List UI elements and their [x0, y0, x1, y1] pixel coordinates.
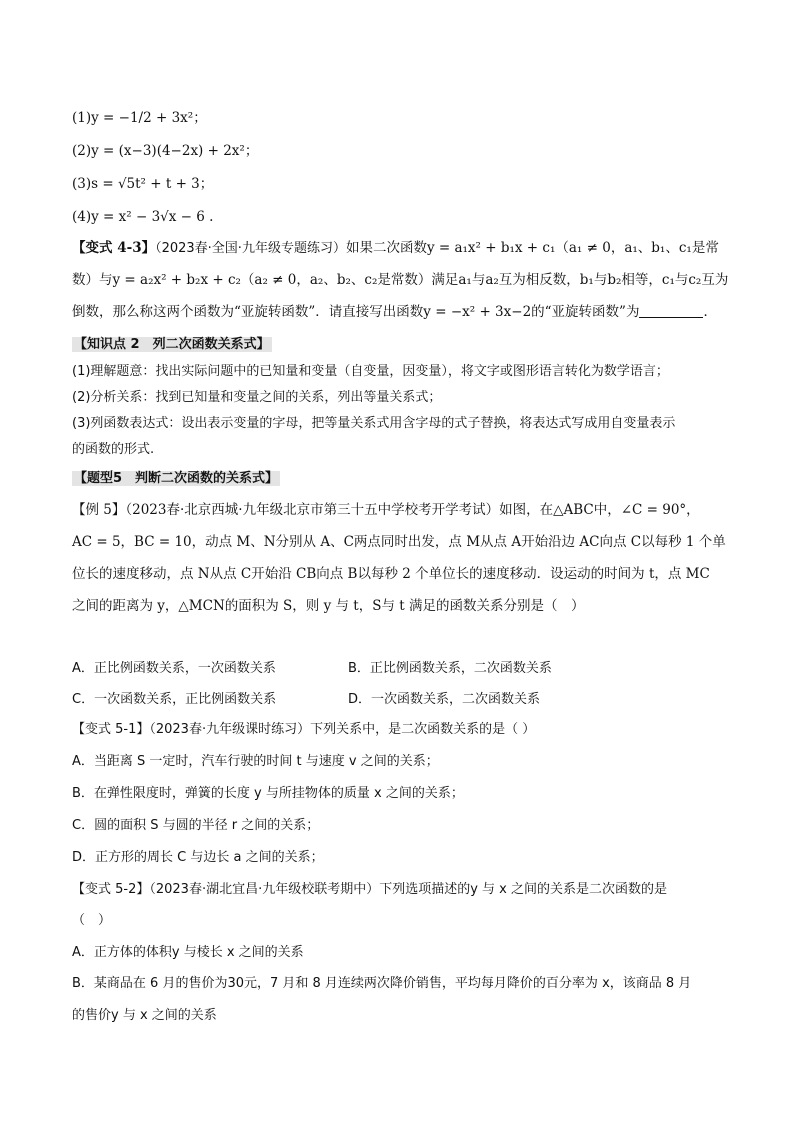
formula-1: (1)y = −1/2 + 3x²；: [72, 110, 207, 126]
knowledge-2-item-4: 的函数的形式.: [72, 442, 155, 457]
variant-5-1-option-c[interactable]: C．圆的面积 S 与圆的半径 r 之间的关系；: [72, 818, 320, 833]
variant-5-1-option-b[interactable]: B．在弹性限度时，弹簧的长度 y 与所挂物体的质量 x 之间的关系；: [72, 786, 464, 801]
option-b[interactable]: B．正比例函数关系，二次函数关系: [348, 661, 552, 676]
example-5-line-1: 【例 5】（2023春·北京西城·九年级北京市第三十五中学校考开学考试）如图，在△ABC中，∠C = 90°，: [72, 502, 700, 518]
variant-5-2-paren: （ ）: [72, 913, 112, 928]
knowledge-2-item-1: (1)理解题意：找出实际问题中的已知量和变量（自变量，因变量），将文字或图形语言转化为数学语言；: [72, 364, 669, 379]
option-a[interactable]: A．正比例函数关系，一次函数关系: [72, 661, 276, 676]
knowledge-2-item-2: (2)分析关系：找到已知量和变量之间的关系，列出等量关系式；: [72, 390, 442, 405]
example-5-line-2: AC = 5，BC = 10，动点 M、N分别从 A、C两点同时出发，点 M从点 A开始沿边 AC向点 C以每秒 1 个单: [72, 534, 726, 550]
knowledge-2-title: 【知识点 2 列二次函数关系式】: [74, 337, 270, 352]
variant-4-3-text1: 如果二次函数y = a₁x² + b₁x + c₁（a₁ ≠ 0，a₁、b₁、c₁是常: [345, 240, 719, 256]
type-5-title: 【题型5 判断二次函数的关系式】: [74, 471, 279, 486]
variant-4-3-line2: 数）与y = a₂x² + b₂x + c₂（a₂ ≠ 0，a₂、b₂、c₂是常数）满足a₁与a₂互为相反数，b₁与b₂相等，c₁与c₂互为: [72, 272, 729, 288]
variant-5-2-option-b-line1[interactable]: B．某商品在 6 月的售价为30元，7 月和 8 月连续两次降价销售，平均每月降价的百分率为 x，该商品 8 月: [72, 976, 692, 991]
option-d[interactable]: D．一次函数关系，二次函数关系: [348, 692, 541, 707]
variant-4-3-end: ．: [703, 304, 717, 320]
knowledge-2-header: [72, 334, 272, 355]
variant-4-3-line1: [72, 238, 719, 259]
knowledge-2-item-3: (3)列函数表达式：设出表示变量的字母，把等量关系式用含字母的式子替换，将表达式写成用自变量表示: [72, 416, 676, 431]
option-c[interactable]: C．一次函数关系，正比例函数关系: [72, 692, 277, 707]
variant-5-1-stem: 【变式 5-1】（2023春·九年级课时练习）下列关系中，是二次函数关系的是（ ）: [72, 722, 536, 737]
variant-5-1-option-a[interactable]: A．当距离 S 一定时，汽车行驶的时间 t 与速度 v 之间的关系；: [72, 754, 439, 769]
formula-4: (4)y = x² − 3√x − 6 .: [72, 209, 214, 225]
answer-blank[interactable]: [639, 303, 703, 318]
formula-3: (3)s = √5t² + t + 3；: [72, 176, 214, 192]
formula-2: (2)y = (x−3)(4−2x) + 2x²；: [72, 143, 259, 159]
variant-4-3-tag: 【变式 4-3】: [72, 240, 156, 256]
example-5-line-3: 位长的速度移动，点 N从点 C开始沿 CB向点 B以每秒 2 个单位长的速度移动．设运动的时间为 t，点 MC: [72, 566, 710, 582]
variant-5-2-option-a[interactable]: A．正方体的体积y 与棱长 x 之间的关系: [72, 945, 304, 960]
variant-5-2-stem: 【变式 5-2】（2023春·湖北宜昌·九年级校联考期中）下列选项描述的y 与 x 之间的关系是二次函数的是: [72, 882, 667, 897]
example-5-line-4: 之间的距离为 y，△MCN的面积为 S，则 y 与 t，S与 t 满足的函数关系分别是（ ）: [72, 598, 585, 614]
variant-5-2-option-b-line2: 的售价y 与 x 之间的关系: [72, 1008, 217, 1023]
variant-4-3-line3: [72, 302, 717, 322]
variant-4-3-text3: 倒数，那么称这两个函数为“亚旋转函数”．请直接写出函数y = −x² + 3x−2的“亚旋转函数”为: [72, 304, 640, 320]
type-5-header: [72, 468, 280, 489]
variant-4-3-source: （2023春·全国·九年级专题练习）: [155, 241, 346, 256]
variant-5-1-option-d[interactable]: D．正方形的周长 C 与边长 a 之间的关系；: [72, 850, 324, 865]
